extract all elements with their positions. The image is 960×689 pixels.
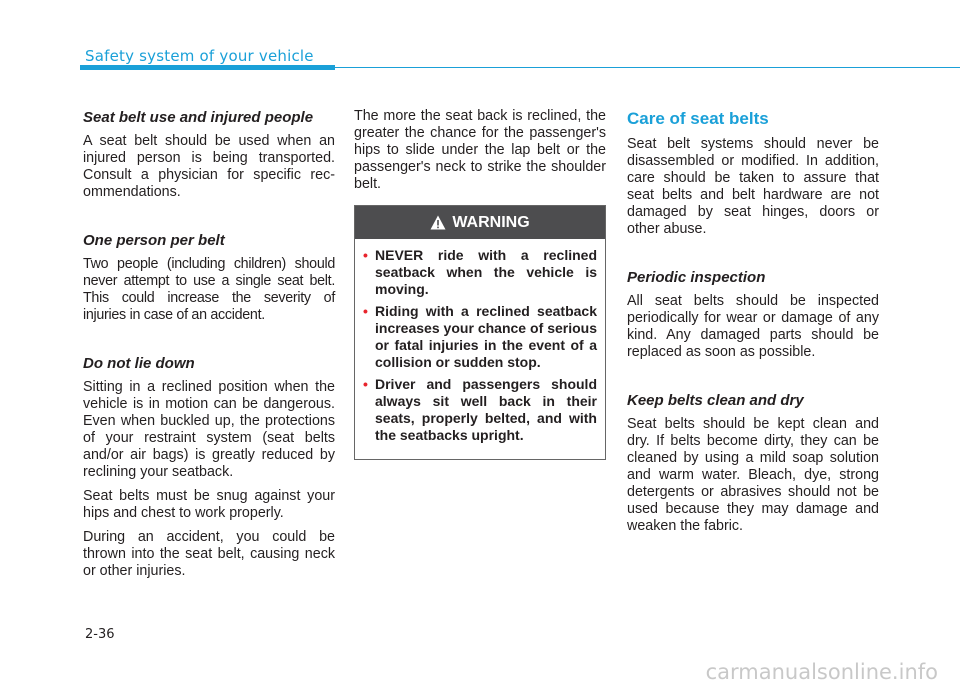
bullet-icon: • (363, 303, 368, 319)
paragraph: Sitting in a reclined position when the vehicle is in motion can be dangerous. Even when buckled up, the protections of your restraint system (seat belts and/or air bags) is greatly reduced by reclining your seatback. (83, 379, 335, 480)
paragraph: All seat belts should be inspected periodically for wear or damage of any kind. Any damaged parts should be replaced as soon as possible. (627, 293, 879, 360)
warning-item: • Riding with a reclined seatback increases your chance of serious or fatal injuries in the event of a collision or sudden stop. (363, 303, 597, 370)
column-middle (354, 108, 606, 460)
paragraph: Seat belt systems should never be disassembled or modified. In addition, care should be taken to assure that seat belts and belt hardware are not damaged by seat hinges, doors or other abuse. (627, 136, 879, 237)
warning-item: • Driver and passengers should always sit well back in their seats, properly belted, and with the seatbacks upright. (363, 376, 597, 443)
header-title: Safety system of your vehicle (85, 47, 314, 65)
paragraph: During an accident, you could be thrown into the seat belt, causing neck or other injuries. (83, 529, 335, 579)
paragraph: Seat belts must be snug against your hips and chest to work properly. (83, 488, 335, 521)
subheading-periodic-inspection: Periodic inspection (627, 269, 766, 286)
paragraph: Seat belts should be kept clean and dry. If belts become dirty, they can be cleaned by using a mild soap solution and warm water. Bleach, dye, strong detergents or abrasives should not be used because they may damage and weaken the fabric. (627, 416, 879, 534)
subheading-injured-people: Seat belt use and injured people (83, 109, 314, 126)
column-right (627, 108, 879, 542)
warning-item: • NEVER ride with a reclined seatback when the vehicle is moving. (363, 247, 597, 297)
paragraph: A seat belt should be used when an injured person is being transported. Consult a physician for specific recommendations. (83, 133, 335, 200)
bullet-icon: • (363, 247, 368, 263)
warning-header (355, 206, 605, 239)
warning-box (354, 205, 606, 460)
warning-list (363, 247, 597, 444)
subheading-one-person: One person per belt (83, 232, 225, 249)
watermark: carmanualsonline.info (705, 660, 938, 684)
paragraph: Two people (including children) should never attempt to use a single seat belt. This could increase the severity of injuries in case of an accident. (83, 256, 335, 323)
header-rule-thin (335, 67, 960, 68)
header-rule-thick (80, 65, 335, 70)
page-number: 2-36 (85, 627, 115, 642)
bullet-icon: • (363, 376, 368, 392)
paragraph: The more the seat back is reclined, the greater the chance for the passenger's hips to slide under the lap belt or the passenger's neck to strike the shoulder belt. (354, 108, 606, 192)
subheading-lie-down: Do not lie down (83, 355, 195, 372)
warning-label: WARNING (452, 214, 530, 231)
column-left (83, 108, 335, 587)
subheading-clean-dry: Keep belts clean and dry (627, 392, 804, 409)
section-title-care: Care of seat belts (627, 109, 769, 128)
warning-triangle-icon (430, 215, 446, 230)
